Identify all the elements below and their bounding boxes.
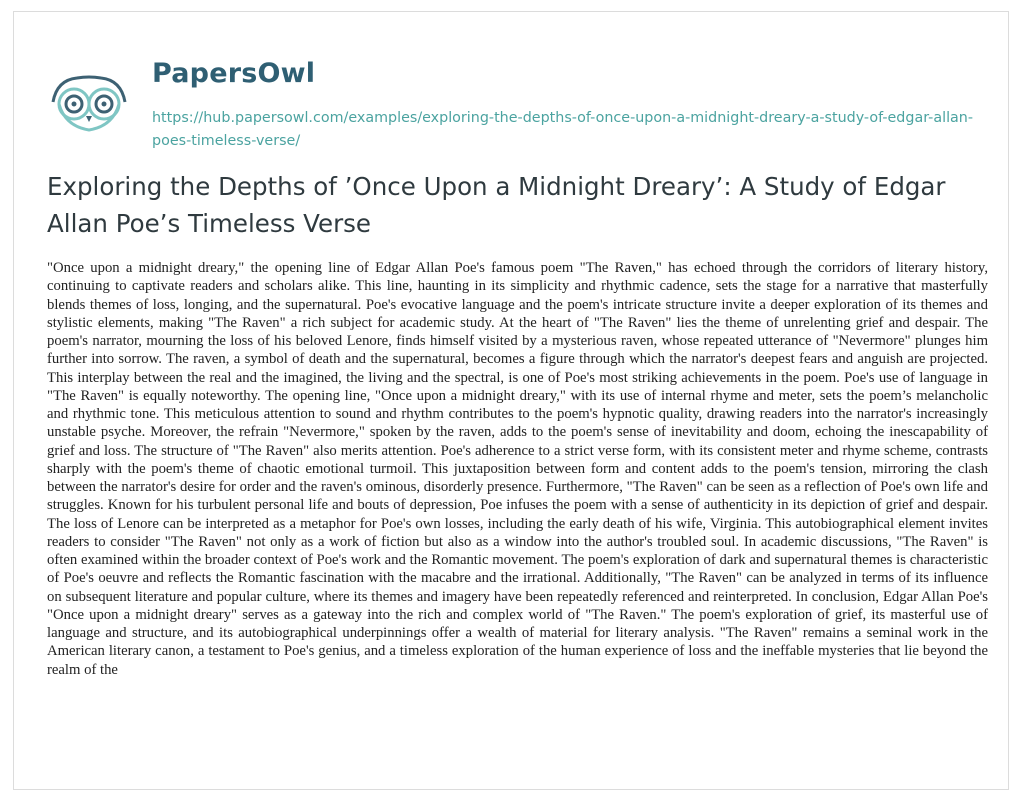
brand-name[interactable]: PapersOwl [152,58,316,89]
article-title: Exploring the Depths of ’Once Upon a Midnight Dreary’: A Study of Edgar Allan Poe’s Timeless Verse [47,172,946,238]
source-url-link[interactable]: https://hub.papersowl.com/examples/exploring-the-depths-of-once-upon-a-midnight-dreary-a-study-of-edgar-allan-poes-timeless-verse/ [152,110,974,149]
article-body: "Once upon a midnight dreary," the opening line of Edgar Allan Poe's famous poem "The Raven," has echoed through the corridors of literary history, continuing to captivate readers and scholars alike. This line, haunting in its simplicity and rhythmic cadence, sets the stage for a narrative that masterfully blends themes of loss, longing, and the supernatural. Poe's evocative language and the poem's intricate structure invite a deeper exploration of its themes and stylistic elements, making "The Raven" a rich subject for academic study. At the heart of "The Raven" lies the theme of unrelenting grief and despair. The poem's narrator, mourning the loss of his beloved Lenore, finds himself visited by a mysterious raven, whose repeated utterance of "Nevermore" plunges him further into sorrow. The raven, a symbol of death and the supernatural, becomes a figure through which the narrator's deepest fears and anguish are projected. This interplay between the real and the imagined, the living and the spectral, is one of Poe's most striking achievements in the poem. Poe's use of language in "The Raven" is equally noteworthy. The opening line, "Once upon a midnight dreary," with its use of internal rhyme and meter, sets the poem’s melancholic and rhythmic tone. This meticulous attention to sound and rhythm contributes to the poem's hypnotic quality, drawing readers into the narrator's increasingly unstable psyche. Moreover, the refrain "Nevermore," spoken by the raven, adds to the poem's sense of inevitability and doom, echoing the inescapability of grief and loss. The structure of "The Raven" also merits attention. Poe's adherence to a strict verse form, with its consistent meter and rhyme scheme, contrasts sharply with the poem's theme of chaotic emotional turmoil. This juxtaposition between form and content adds to the poem's tension, mirroring the clash between the narrator's desire for order and the raven's ominous, disorderly presence. Furthermore, "The Raven" can be seen as a reflection of Poe's own life and struggles. Known for his turbulent personal life and bouts of depression, Poe infuses the poem with a sense of authenticity in its depiction of grief and despair. The loss of Lenore can be interpreted as a metaphor for Poe's own losses, including the early death of his wife, Virginia. This autobiographical element invites readers to consider "The Raven" not only as a work of fiction but also as a window into the author's troubled soul. In academic discussions, "The Raven" is often examined within the broader context of Poe's work and the Romantic movement. The poem's exploration of dark and supernatural themes is characteristic of Poe's oeuvre and reflects the Romantic fascination with the macabre and the irrational. Additionally, "The Raven" can be analyzed in terms of its influence on subsequent literature and popular culture, where its themes and imagery have been repeatedly referenced and reinterpreted. In conclusion, Edgar Allan Poe's "Once upon a midnight dreary" serves as a gateway into the rich and complex world of "The Raven." The poem's exploration of grief, its masterful use of language and structure, and its autobiographical underpinnings offer a wealth of material for literary analysis. "The Raven" remains a seminal work in the American literary canon, a testament to Poe's genius, and a timeless exploration of the human experience of loss and the ineffable mysteries that lie beyond the realm of the [47,260,988,678]
owl-logo-icon [47,74,131,134]
